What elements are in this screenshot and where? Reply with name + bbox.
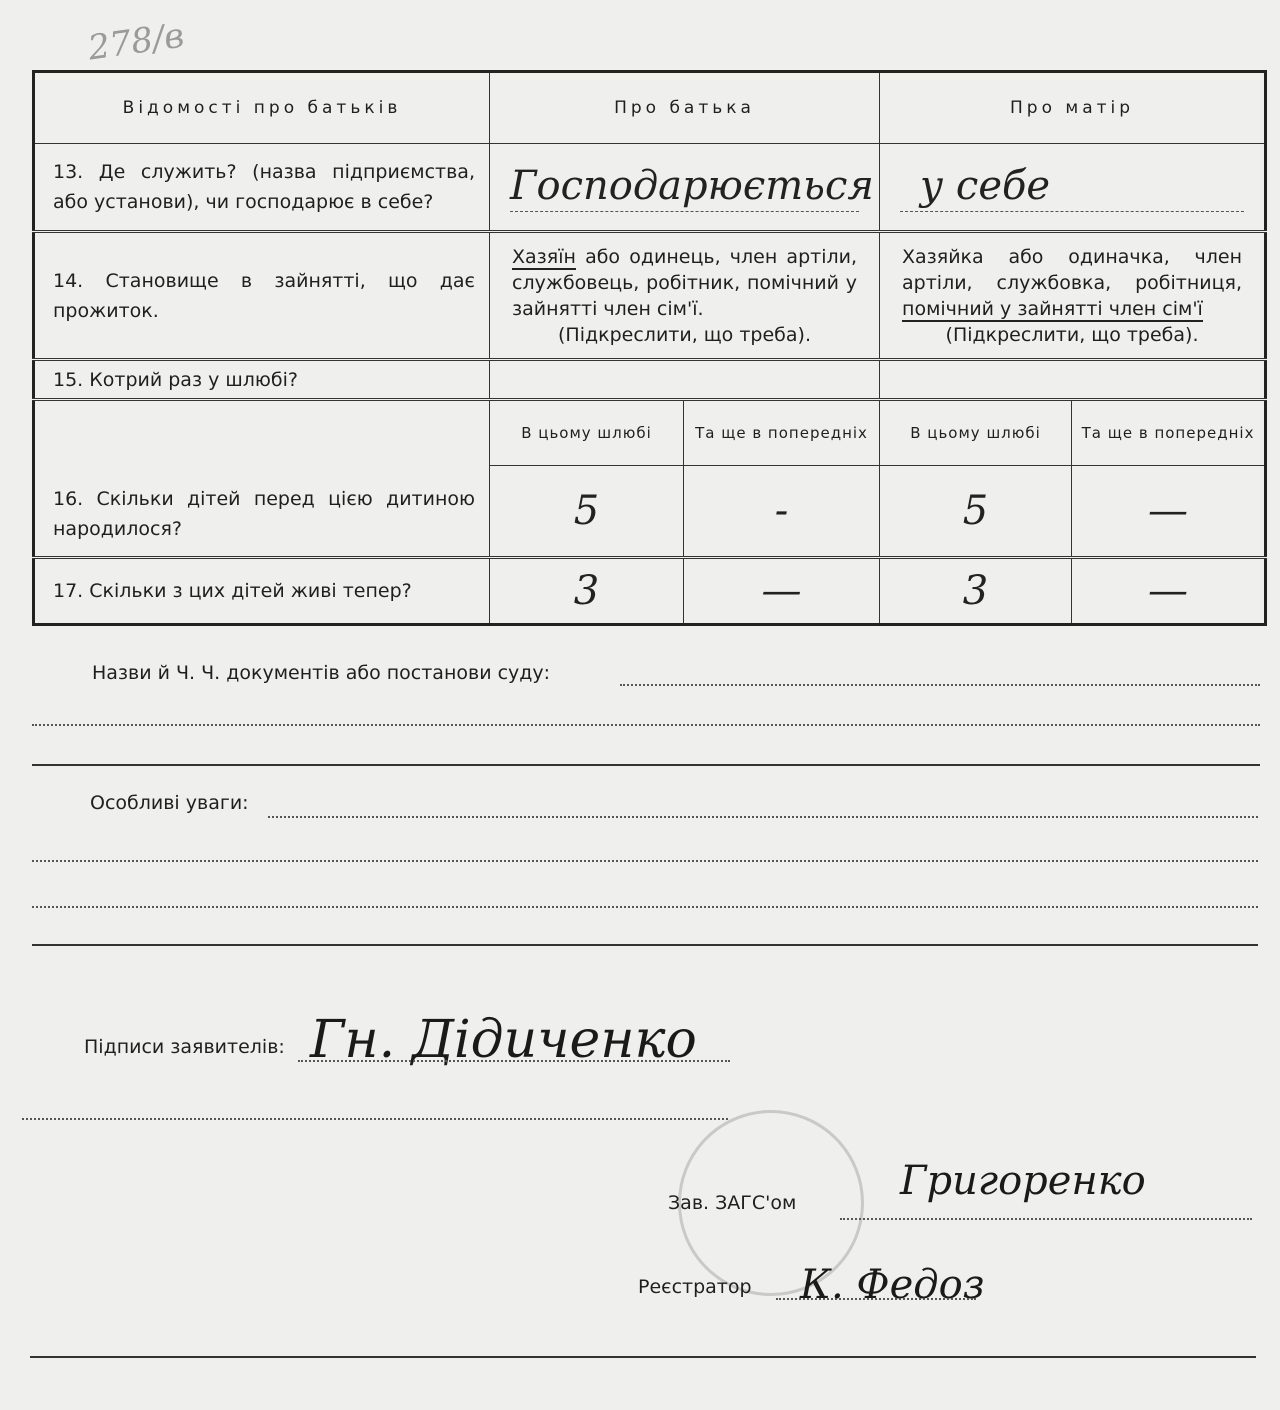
subheader-mother-this: В цьому шлюбі: [880, 400, 1072, 466]
q16-mother-this[interactable]: 5: [880, 466, 1072, 558]
subheader-father-this: В цьому шлюбі: [490, 400, 684, 466]
head-signature: Григоренко: [900, 1158, 1146, 1204]
header-mother: Про матір: [880, 72, 1266, 144]
remarks-line-3[interactable]: [32, 906, 1258, 908]
q14-question: 14. Становище в зайнятті, що дає прожиток.: [34, 232, 490, 360]
remarks-separator: [32, 944, 1258, 946]
registrar-label: Реєстратор: [638, 1276, 752, 1298]
q13-father-text: Господарюється: [510, 163, 859, 212]
row-q14: [34, 232, 1266, 360]
q14-mother-underlined: помічний у зайнятті член сім'ї: [902, 297, 1203, 320]
q17-question: 17. Скільки з цих дітей живі тепер?: [34, 558, 490, 625]
bottom-rule: [30, 1356, 1256, 1358]
q13-mother-answer[interactable]: [880, 144, 1266, 232]
q13-mother-text: у себе: [900, 163, 1244, 212]
subheader-father-previous: Та ще в попередніх: [684, 400, 880, 466]
applicants-label: Підписи заявителів:: [84, 1036, 285, 1058]
row-q13: [34, 144, 1266, 232]
documents-label: Назви й Ч. Ч. документів або постанови суду:: [92, 662, 551, 684]
row-q17: [34, 558, 1266, 625]
registrar-signature-line[interactable]: [776, 1298, 976, 1300]
applicants-line-1[interactable]: [298, 1060, 730, 1062]
row-subheaders: [34, 400, 1266, 466]
remarks-line-1[interactable]: [268, 816, 1258, 818]
head-label: Зав. ЗАГС'ом: [668, 1192, 797, 1214]
q14-father-note: (Підкреслити, що треба).: [558, 323, 811, 346]
documents-line-1[interactable]: [620, 684, 1260, 686]
q16-mother-previous[interactable]: —: [1072, 466, 1266, 558]
q17-mother-this[interactable]: 3: [880, 558, 1072, 625]
row-q15: [34, 360, 1266, 400]
q17-mother-previous[interactable]: —: [1072, 558, 1266, 625]
q13-question: 13. Де служить? (назва підприємства, або установи), чи господарює в себе?: [34, 144, 490, 232]
header-father: Про батька: [490, 72, 880, 144]
q16-father-previous[interactable]: -: [684, 466, 880, 558]
header-parents-info: Відомості про батьків: [34, 72, 490, 144]
q17-father-previous[interactable]: —: [684, 558, 880, 625]
q14-father-underlined: Хазяїн: [512, 245, 576, 268]
archive-number-mark: 278/в: [85, 15, 187, 69]
applicant-signature: Гн. Дідиченко: [310, 1010, 697, 1070]
remarks-line-2[interactable]: [32, 860, 1258, 862]
documents-line-2[interactable]: [32, 724, 1260, 726]
q16-father-this[interactable]: 5: [490, 466, 684, 558]
q15-father-answer[interactable]: [490, 360, 880, 400]
q14-father-options: або одинець, член артіли, службовець, робітник, помічний у зайнятті член сім'ї.: [512, 245, 858, 320]
remarks-label: Особливі уваги:: [90, 792, 249, 814]
q15-mother-answer[interactable]: [880, 360, 1266, 400]
q14-mother-answer[interactable]: [880, 232, 1266, 360]
q13-father-answer[interactable]: [490, 144, 880, 232]
q14-mother-note: (Підкреслити, що треба).: [945, 323, 1199, 346]
parents-info-table: [32, 70, 1267, 626]
q14-mother-options: Хазяйка або одиначка, член артіли, службовка, робітниця,: [902, 245, 1243, 294]
q14-father-answer[interactable]: [490, 232, 880, 360]
registrar-signature: К. Федоз: [800, 1262, 985, 1308]
documents-separator: [32, 764, 1260, 766]
head-signature-line[interactable]: [840, 1218, 1252, 1220]
q17-father-this[interactable]: 3: [490, 558, 684, 625]
subheader-mother-previous: Та ще в попередніх: [1072, 400, 1266, 466]
q15-question: 15. Котрий раз у шлюбі?: [34, 360, 490, 400]
q16-question: 16. Скільки дітей перед цією дитиною народилося?: [34, 400, 490, 558]
table-header-row: [34, 72, 1266, 144]
applicants-line-2[interactable]: [22, 1118, 728, 1120]
